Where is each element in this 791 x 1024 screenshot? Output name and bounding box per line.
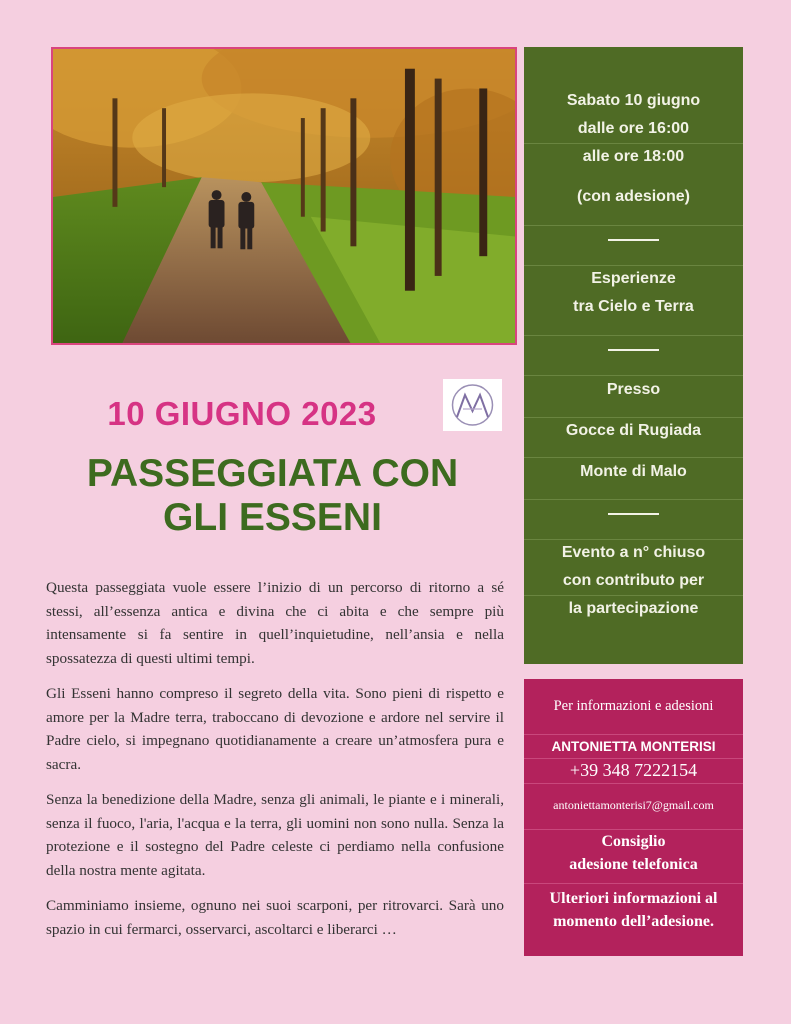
divider — [608, 349, 659, 351]
contact-panel — [524, 679, 743, 956]
forest-path-photo — [51, 47, 517, 345]
title-line-2: GLI ESSENI — [163, 496, 382, 539]
venue-name: Gocce di Rugiada — [565, 422, 702, 439]
closed-event-line-3: la partecipazione — [568, 600, 699, 617]
association-logo — [443, 379, 502, 431]
registration-note: (con adesione) — [577, 188, 690, 205]
event-date-heading: 10 GIUGNO 2023 — [107, 395, 377, 432]
event-info-panel — [524, 47, 743, 664]
advice-line-1: Consiglio — [601, 833, 666, 850]
contact-heading: Per informazioni e adesioni — [553, 698, 714, 714]
closed-event-line-2: con contributo per — [562, 572, 705, 589]
divider — [608, 239, 659, 241]
contact-email[interactable]: antoniettamonterisi7@gmail.com — [553, 798, 714, 812]
paragraph: Questa passeggiata vuole essere l’inizio di un percorso di ritorno a sé stessi, all’essenza antica e divina che ci abita e che sempre più intensamente si fa sentire in quell’inquietudine, nell’ansia e nella spossatezza di questi ultimi tempi. — [46, 579, 504, 667]
more-info-line-1: Ulteriori informazioni al — [549, 890, 718, 907]
paragraph: Gli Esseni hanno compreso il segreto della vita. Sono pieni di rispetto e amore per la Madre terra, traboccano di devozione e ardore nel servire il Padre cielo, si impegnano quotidianamente a creare un’atmosfera pura e sacra. — [46, 685, 504, 773]
paragraph: Camminiamo insieme, ognuno nei suoi scarponi, per ritrovarci. Sarà uno spazio in cui fermarci, osservarci, ascoltarci e liberarci … — [46, 897, 504, 938]
theme-line-1: Esperienze — [591, 270, 676, 287]
closed-event-line-1: Evento a n° chiuso — [561, 544, 706, 561]
event-description — [46, 576, 504, 953]
event-end-time: alle ore 18:00 — [582, 148, 685, 165]
advice-line-2: adesione telefonica — [569, 856, 698, 873]
event-day: Sabato 10 giugno — [566, 92, 701, 109]
event-title — [45, 452, 500, 540]
venue-location: Monte di Malo — [580, 463, 687, 480]
contact-name: ANTONIETTA MONTERISI — [551, 739, 716, 754]
contact-phone[interactable]: +39 348 7222154 — [569, 760, 698, 780]
title-line-1: PASSEGGIATA CON — [86, 452, 459, 495]
event-start-time: dalle ore 16:00 — [577, 120, 690, 137]
divider — [608, 513, 659, 515]
paragraph: Senza la benedizione della Madre, senza gli animali, le piante e i minerali, senza il fuoco, l'aria, l'acqua e la terra, gli uomini non sono nulla. Senza la protezione e il sostegno del Padre celeste ci perdiamo nella confusione della nostra mente agitata. — [46, 791, 504, 879]
more-info-line-2: momento dell’adesione. — [553, 913, 714, 930]
theme-line-2: tra Cielo e Terra — [573, 298, 694, 315]
venue-label: Presso — [606, 381, 661, 398]
